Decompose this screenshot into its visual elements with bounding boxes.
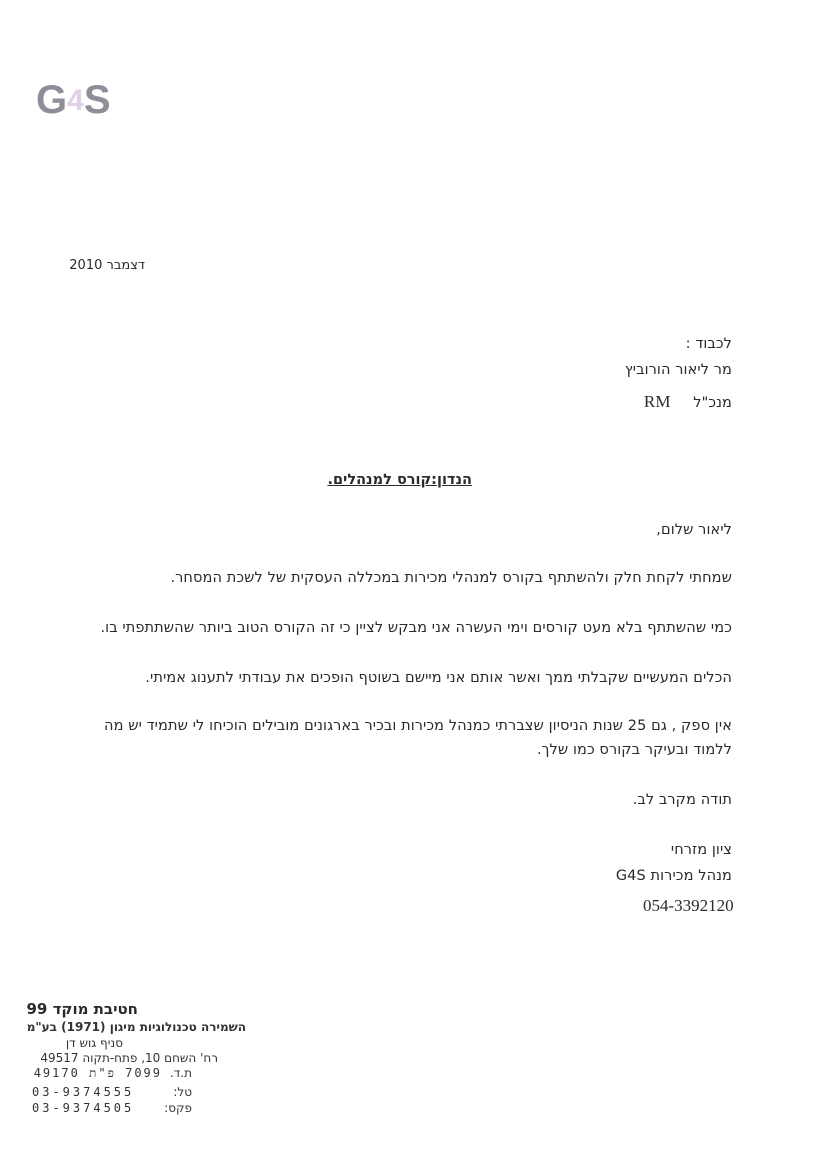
footer-po-box: 7099 פ"ת 49170 xyxy=(33,1066,162,1080)
closing: תודה מקרב לב. xyxy=(632,792,732,808)
footer-po-box-row xyxy=(32,1066,192,1081)
recipient-title-prefix: מנכ"ל xyxy=(693,395,732,411)
footer-fax-label: פקס: xyxy=(164,1101,192,1115)
footer-fax-row xyxy=(32,1101,192,1116)
recipient-company: RM xyxy=(643,392,671,411)
footer-address: רח' השחם 10, פתח-תקוה 49517 xyxy=(40,1051,218,1065)
footer-company: השמירה טכנולוגיות מיגון (1971) בע"מ xyxy=(26,1020,246,1034)
signature-name: ציון מזרחי xyxy=(670,842,732,858)
recipient-title xyxy=(644,392,732,412)
paragraph-4-line-1: אין ספק , גם 25 שנות הניסיון שצברתי כמנהל מכירות ובכיר בארגונים מובילים הוכיחו לי שתמיד יש מה xyxy=(104,718,732,734)
paragraph-1: שמחתי לקחת חלק ולהשתתף בקורס למנהלי מכירות במכללה העסקית של לשכת המסחר. xyxy=(170,570,732,586)
greeting: ליאור שלום, xyxy=(656,522,732,538)
footer-tel: 03-9374555 xyxy=(32,1085,135,1099)
footer-po-box-label: ת.ד. xyxy=(169,1066,192,1080)
footer-tel-label: טל: xyxy=(173,1085,192,1099)
g4s-logo xyxy=(36,80,132,120)
footer-tel-row xyxy=(32,1085,192,1100)
footer-fax: 03-9374505 xyxy=(32,1101,135,1115)
letter-subject: הנדון:קורס למנהלים. xyxy=(327,472,472,488)
logo-letter-s: S xyxy=(83,78,111,122)
recipient-to-label: לכבוד : xyxy=(685,336,732,352)
logo-mark: 4 xyxy=(67,84,84,117)
recipient-name: מר ליאור הורוביץ xyxy=(624,362,732,378)
footer-branch: סניף גוש דן xyxy=(65,1036,123,1050)
signature-role: מנהל מכירות G4S xyxy=(615,868,732,884)
paragraph-2: כמי שהשתתף בלא מעט קורסים וימי העשרה אני מבקש לציין כי זה הקורס הטוב ביותר שהשתתפתי בו. xyxy=(100,620,732,636)
footer-division: חטיבת מוקד 99 xyxy=(26,1000,138,1018)
logo-letter-g: G xyxy=(36,78,68,122)
signature-phone: 054-3392120 xyxy=(643,896,734,915)
letter-date: דצמבר 2010 xyxy=(69,258,145,273)
paragraph-4-line-2: ללמוד ובעיקר בקורס כמו שלך. xyxy=(536,742,732,758)
paragraph-3: הכלים המעשיים שקבלתי ממך ואשר אותם אני מיישם בשוטף הופכים את עבודתי לתענוג אמיתי. xyxy=(145,670,732,686)
